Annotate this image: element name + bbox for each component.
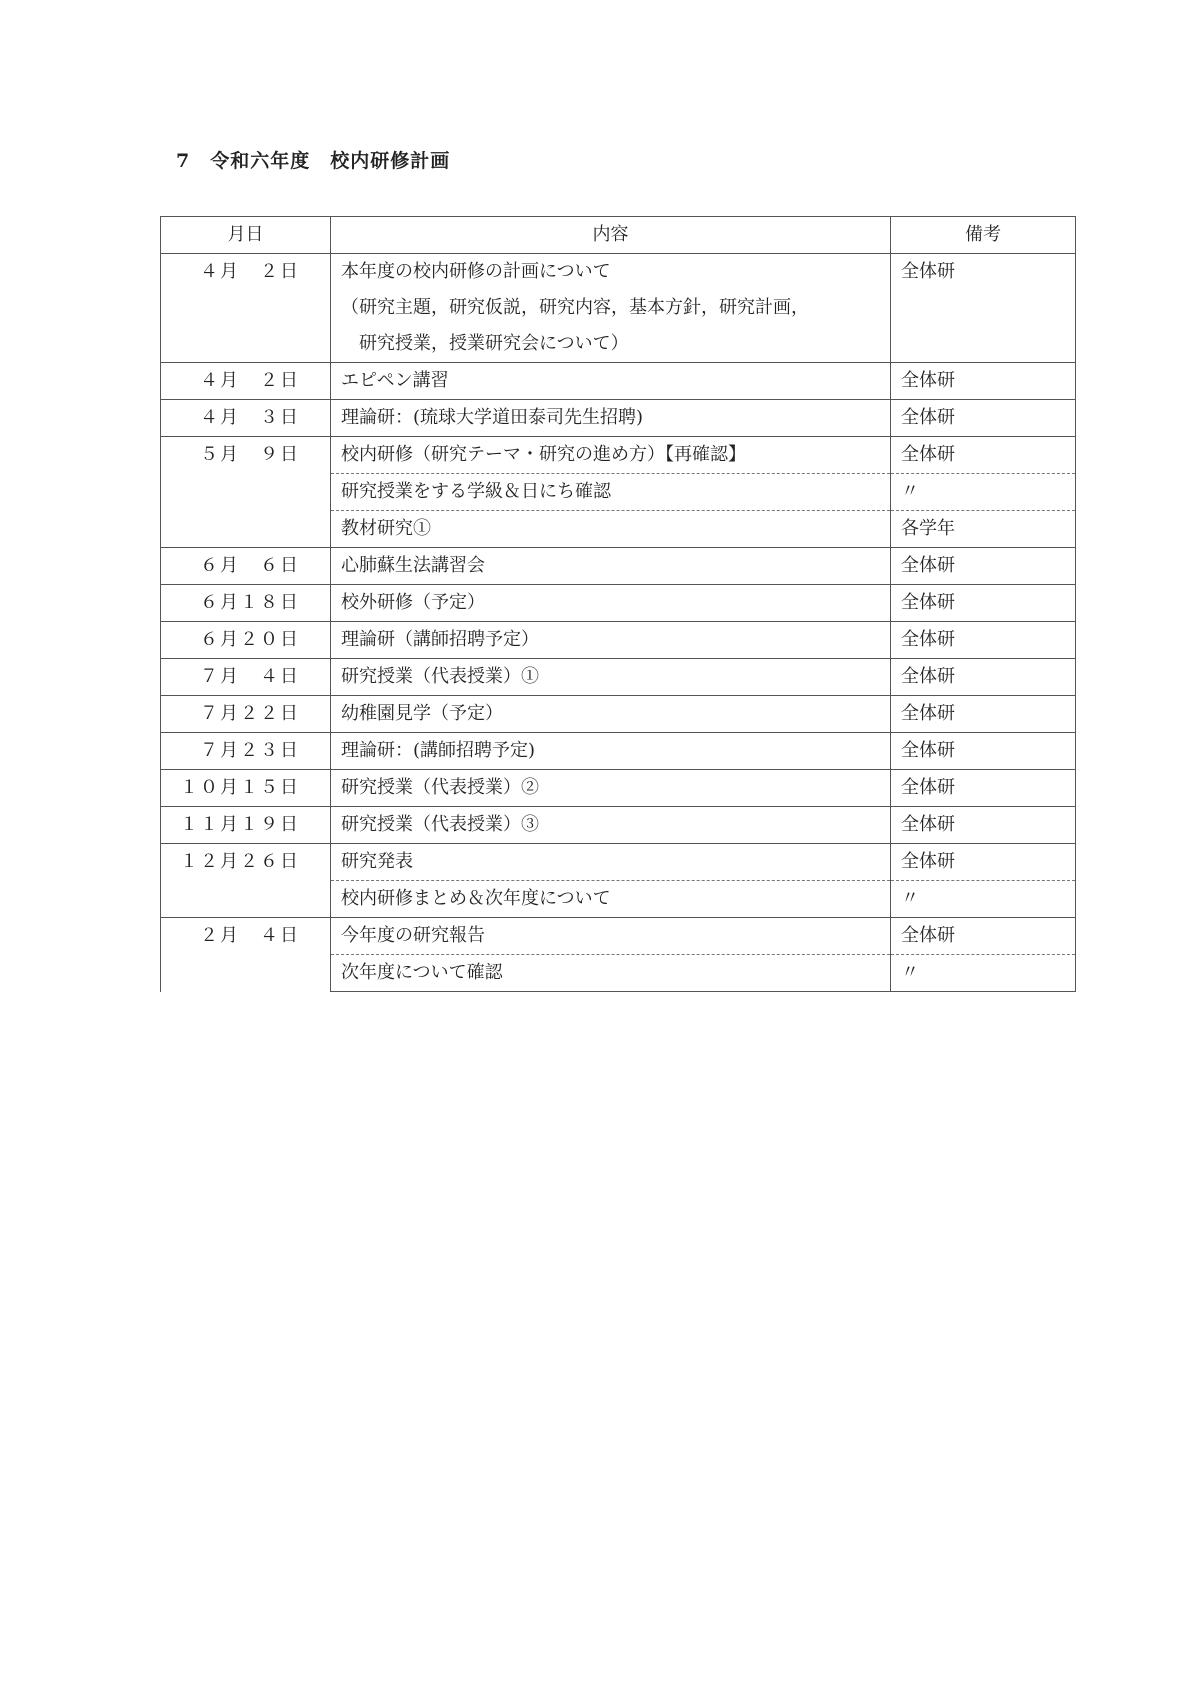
content-line: 研究授業（代表授業）③ [341,814,539,835]
date-cell: １２月２６日 [161,844,331,918]
content-cell [331,622,891,659]
content-cell [331,437,891,474]
content-line: 研究授業（代表授業）② [341,777,539,798]
date-cell: ７月２３日 [161,733,331,770]
date-cell: ７月２２日 [161,696,331,733]
note-cell: 全体研 [891,918,1076,955]
content-line: 理論研：(講師招聘予定) [341,740,536,761]
table-row [161,363,1076,400]
note-cell: 全体研 [891,807,1076,844]
table-row [161,918,1076,955]
content-line: 研究授業をする学級＆日にち確認 [341,481,611,502]
content-line: エピペン講習 [341,370,449,391]
content-line: 研究授業，授業研究会について） [341,333,629,354]
content-cell [331,254,891,363]
content-line: 研究授業（代表授業）① [341,666,539,687]
content-cell [331,733,891,770]
content-cell [331,659,891,696]
content-cell [331,918,891,955]
content-cell [331,548,891,585]
note-cell: 全体研 [891,733,1076,770]
content-cell [331,807,891,844]
date-cell: ６月２０日 [161,622,331,659]
content-line: 研究発表 [341,851,413,872]
table-row [161,807,1076,844]
note-cell: 全体研 [891,844,1076,881]
table-row [161,585,1076,622]
content-cell [331,511,891,548]
column-header-notes: 備考 [891,217,1076,254]
table-row [161,696,1076,733]
content-cell [331,881,891,918]
content-cell [331,363,891,400]
note-cell: 全体研 [891,400,1076,437]
table-row [161,548,1076,585]
note-cell: 全体研 [891,659,1076,696]
date-cell: ７月 ４日 [161,659,331,696]
table-row [161,659,1076,696]
content-cell [331,696,891,733]
table-row [161,400,1076,437]
column-header-content: 内容 [331,217,891,254]
column-header-date: 月日 [161,217,331,254]
content-cell [331,474,891,511]
date-cell: ５月 ９日 [161,437,331,548]
note-cell: 〃 [891,474,1076,511]
note-cell: 全体研 [891,770,1076,807]
content-line: 理論研（講師招聘予定） [341,629,539,650]
note-cell: 〃 [891,881,1076,918]
header-row [161,217,1076,254]
date-cell: ２月 ４日 [161,918,331,992]
table-row [161,733,1076,770]
schedule-body [161,254,1076,992]
note-cell: 全体研 [891,622,1076,659]
date-cell: ６月１８日 [161,585,331,622]
note-cell: 全体研 [891,548,1076,585]
date-cell: １１月１９日 [161,807,331,844]
note-cell: 全体研 [891,696,1076,733]
table-row [161,770,1076,807]
content-line: 今年度の研究報告 [341,925,485,946]
date-cell: ４月 ３日 [161,400,331,437]
note-cell: 全体研 [891,437,1076,474]
content-line: 校外研修（予定） [341,592,485,613]
content-cell [331,770,891,807]
note-cell: 各学年 [891,511,1076,548]
date-cell: １０月１５日 [161,770,331,807]
content-line: 校内研修（研究テーマ・研究の進め方）【再確認】 [341,444,746,465]
content-line: 心肺蘇生法講習会 [341,555,485,576]
table-row [161,254,1076,363]
content-cell [331,400,891,437]
content-line: 校内研修まとめ＆次年度について [341,888,611,909]
content-line: 本年度の校内研修の計画について [341,261,611,282]
table-row [161,844,1076,881]
date-cell: ４月 ２日 [161,254,331,363]
content-line: 理論研：(琉球大学道田泰司先生招聘) [341,407,644,428]
page-heading: 7 令和六年度 校内研修計画 [176,150,451,172]
content-line: 幼稚園見学（予定） [341,703,503,724]
content-cell [331,955,891,992]
date-cell: ４月 ２日 [161,363,331,400]
content-cell [331,585,891,622]
note-cell: 〃 [891,955,1076,992]
content-line: 教材研究① [341,518,431,539]
schedule-table [160,216,1076,992]
table-row [161,622,1076,659]
note-cell: 全体研 [891,363,1076,400]
content-line: 次年度について確認 [341,962,503,983]
table-row [161,437,1076,474]
date-cell: ６月 ６日 [161,548,331,585]
note-cell: 全体研 [891,254,1076,363]
note-cell: 全体研 [891,585,1076,622]
content-line: （研究主題，研究仮説，研究内容，基本方針，研究計画， [341,297,809,318]
content-cell [331,844,891,881]
